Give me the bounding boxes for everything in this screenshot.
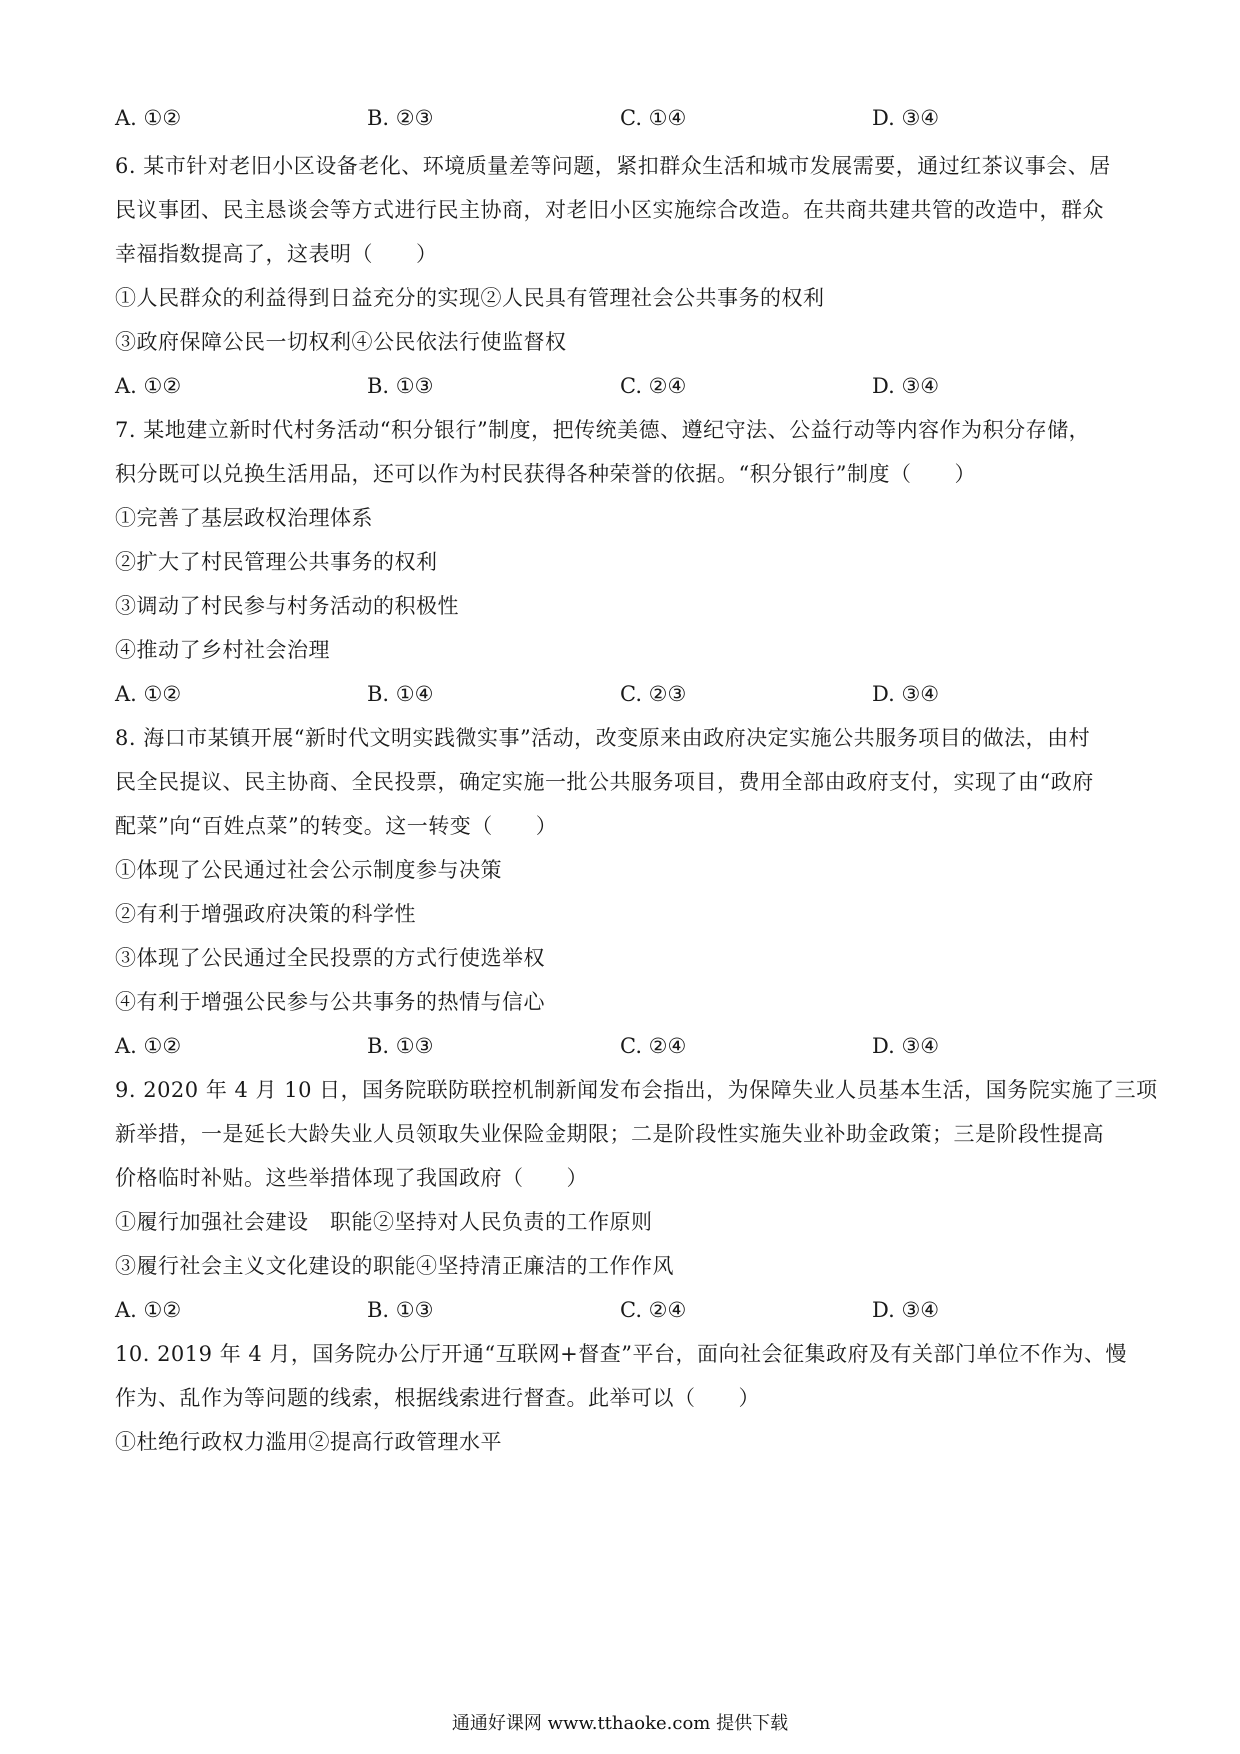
question-8-stem-line: 8. 海口市某镇开展“新时代文明实践微实事”活动，改变原来由政府决定实施公共服务项目的做法，由村 — [115, 726, 1091, 750]
question-9-stem-line: 新举措，一是延长大龄失业人员领取失业保险金期限；二是阶段性实施失业补助金政策；三是阶段性提高 — [115, 1122, 1104, 1146]
question-6-statement: ①人民群众的利益得到日益充分的实现②人民具有管理社会公共事务的权利 — [115, 286, 825, 310]
option-a: A. ①② — [115, 682, 182, 706]
option-a: A. ①② — [115, 1298, 182, 1322]
question-8-statement: ③体现了公民通过全民投票的方式行使选举权 — [115, 946, 545, 970]
option-d: D. ③④ — [872, 374, 940, 398]
answer-options — [115, 372, 1015, 400]
option-d: D. ③④ — [872, 1034, 940, 1058]
question-8-statement: ②有利于增强政府决策的科学性 — [115, 902, 416, 926]
question-7-statement: ④推动了乡村社会治理 — [115, 638, 330, 662]
question-7-statement: ③调动了村民参与村务活动的积极性 — [115, 594, 459, 618]
question-8-statement: ①体现了公民通过社会公示制度参与决策 — [115, 858, 502, 882]
option-d: D. ③④ — [872, 106, 940, 130]
question-6-stem-line: 幸福指数提高了，这表明（ ） — [115, 242, 438, 266]
question-7-stem-line: 积分既可以兑换生活用品，还可以作为村民获得各种荣誉的依据。“积分银行”制度（ ） — [115, 462, 976, 486]
option-a: A. ①② — [115, 106, 182, 130]
answer-options — [115, 1296, 1015, 1324]
answer-options — [115, 104, 1015, 132]
question-10-statement: ①杜绝行政权力滥用②提高行政管理水平 — [115, 1430, 502, 1454]
option-c: C. ②③ — [620, 682, 687, 706]
question-9-statement: ③履行社会主义文化建设的职能④坚持清正廉洁的工作作风 — [115, 1254, 674, 1278]
page-footer: 通通好课网 www.tthaoke.com 提供下载 — [451, 1713, 789, 1734]
option-c: C. ②④ — [620, 1298, 687, 1322]
question-8-stem-line: 配菜”向“百姓点菜”的转变。这一转变（ ） — [115, 814, 558, 838]
question-9-statement: ①履行加强社会建设 职能②坚持对人民负责的工作原则 — [115, 1210, 653, 1234]
option-b: B. ①④ — [367, 682, 434, 706]
question-7-statement: ②扩大了村民管理公共事务的权利 — [115, 550, 438, 574]
option-c: C. ②④ — [620, 374, 687, 398]
option-a: A. ①② — [115, 374, 182, 398]
option-d: D. ③④ — [872, 682, 940, 706]
question-9-stem-line: 9. 2020 年 4 月 10 日，国务院联防联控机制新闻发布会指出，为保障失业人员基本生活，国务院实施了三项 — [115, 1078, 1158, 1102]
question-10-stem-line: 10. 2019 年 4 月，国务院办公厅开通“互联网+督查”平台，面向社会征集政府及有关部门单位不作为、慢 — [115, 1342, 1127, 1366]
option-b: B. ①③ — [367, 1298, 434, 1322]
option-b: B. ①③ — [367, 374, 434, 398]
question-8-statement: ④有利于增强公民参与公共事务的热情与信心 — [115, 990, 545, 1014]
option-c: C. ②④ — [620, 1034, 687, 1058]
option-a: A. ①② — [115, 1034, 182, 1058]
question-6-statement: ③政府保障公民一切权利④公民依法行使监督权 — [115, 330, 567, 354]
question-6-stem-line: 6. 某市针对老旧小区设备老化、环境质量差等问题，紧扣群众生活和城市发展需要，通过红茶议事会、居 — [115, 154, 1111, 178]
question-10-stem-line: 作为、乱作为等问题的线索，根据线索进行督查。此举可以（ ） — [115, 1386, 760, 1410]
answer-options — [115, 680, 1015, 708]
question-6-stem-line: 民议事团、民主恳谈会等方式进行民主协商，对老旧小区实施综合改造。在共商共建共管的改造中，群众 — [115, 198, 1104, 222]
question-8-stem-line: 民全民提议、民主协商、全民投票，确定实施一批公共服务项目，费用全部由政府支付，实现了由“政府 — [115, 770, 1094, 794]
question-7-stem-line: 7. 某地建立新时代村务活动“积分银行”制度，把传统美德、遵纪守法、公益行动等内容作为积分存储， — [115, 418, 1091, 442]
option-b: B. ②③ — [367, 106, 434, 130]
question-9-stem-line: 价格临时补贴。这些举措体现了我国政府（ ） — [115, 1166, 588, 1190]
answer-options — [115, 1032, 1015, 1060]
option-b: B. ①③ — [367, 1034, 434, 1058]
option-d: D. ③④ — [872, 1298, 940, 1322]
option-c: C. ①④ — [620, 106, 687, 130]
question-7-statement: ①完善了基层政权治理体系 — [115, 506, 373, 530]
